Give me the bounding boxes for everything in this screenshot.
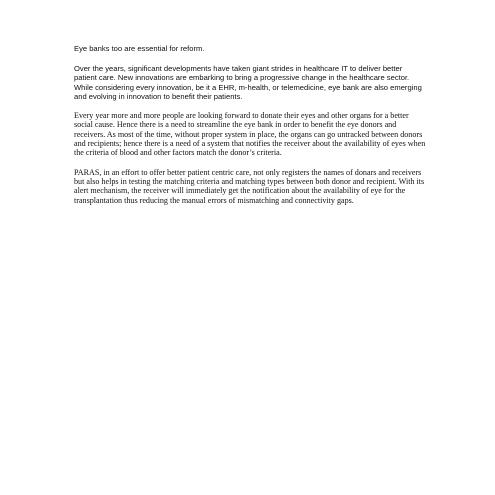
paragraph-eye-donation: Every year more and more people are looking forward to donate their eyes and other organs for a better social cause. Hence there is a need to streamline the eye bank in order to benefit the eye donors and receivers. As most of the time, without proper system in place, the organs can go untracked between donors and recipients; hence there is a need of a system that notifies the receiver about the availability of eyes when the criteria of blood and other factors match the donor’s criteria. [74, 111, 426, 158]
paragraph-healthcare-it: Over the years, significant developments have taken giant strides in healthcare IT to deliver better patient care. New innovations are embarking to bring a progressive change in the healthcare sector. While considering every innovation, be it a EHR, m-health, or telemedicine, eye bank are also emerging and evolving in innovation to benefit their patients. [74, 64, 422, 101]
document-body [74, 44, 426, 205]
paragraph-paras-system: PARAS, in an effort to offer better patient centric care, not only registers the names of donars and receivers but also helps in testing the matching criteria and matching types between both donor and recipient. With its alert mechanism, the receiver will immediately get the notification about the availability of eye for the transplantation thus reducing the manual errors of mismatching and connectivity gaps. [74, 167, 425, 205]
paragraph-heading-line: Eye banks too are essential for reform. [74, 44, 205, 53]
